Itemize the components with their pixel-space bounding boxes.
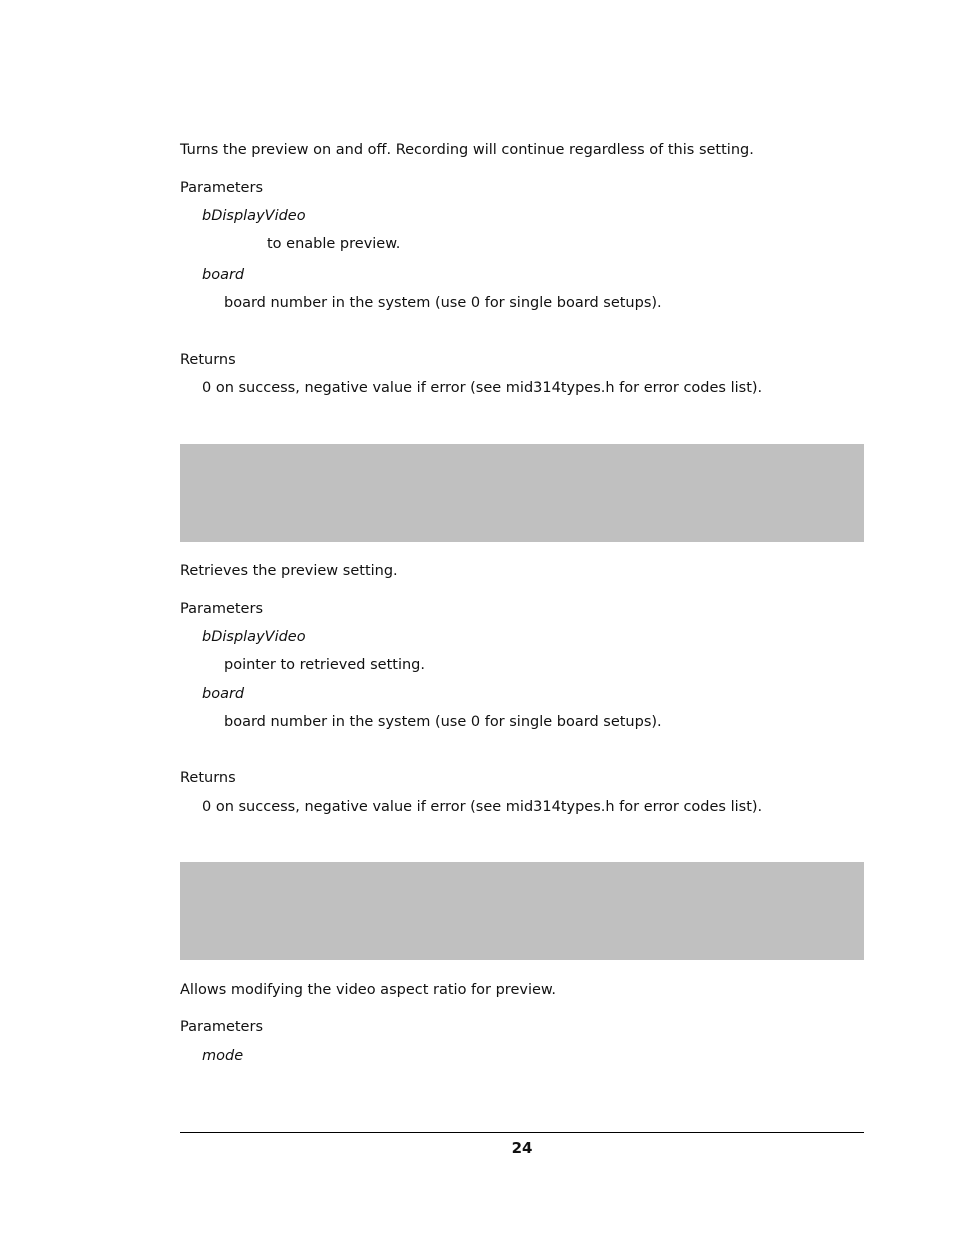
section1-param-name: board bbox=[202, 267, 245, 283]
section1-description: Turns the preview on and off. Recording will continue regardless of this setting. bbox=[180, 142, 754, 158]
function-heading-box bbox=[180, 444, 864, 542]
section2-param-description: pointer to retrieved setting. bbox=[224, 657, 425, 673]
page-number: 24 bbox=[511, 1139, 533, 1157]
section2-returns-description: 0 on success, negative value if error (see mid314types.h for error codes list). bbox=[202, 799, 763, 815]
section2-param-description: board number in the system (use 0 for single board setups). bbox=[224, 714, 662, 730]
section2-param-name: board bbox=[202, 686, 245, 702]
section2-returns-heading: Returns bbox=[180, 770, 236, 786]
section3-param-name: mode bbox=[202, 1048, 244, 1064]
function-heading-box bbox=[180, 862, 864, 960]
section1-returns-heading: Returns bbox=[180, 352, 236, 368]
section2-description: Retrieves the preview setting. bbox=[180, 563, 398, 579]
section1-param-name: bDisplayVideo bbox=[202, 208, 306, 224]
section1-returns-description: 0 on success, negative value if error (see mid314types.h for error codes list). bbox=[202, 380, 763, 396]
section2-parameters-heading: Parameters bbox=[180, 601, 263, 617]
section1-parameters-heading: Parameters bbox=[180, 180, 263, 196]
section2-param-name: bDisplayVideo bbox=[202, 629, 306, 645]
footer-rule bbox=[180, 1132, 864, 1133]
section1-param-description: board number in the system (use 0 for single board setups). bbox=[224, 295, 662, 311]
section1-param-description: to enable preview. bbox=[267, 236, 401, 252]
section3-description: Allows modifying the video aspect ratio for preview. bbox=[180, 982, 557, 998]
section3-parameters-heading: Parameters bbox=[180, 1019, 263, 1035]
